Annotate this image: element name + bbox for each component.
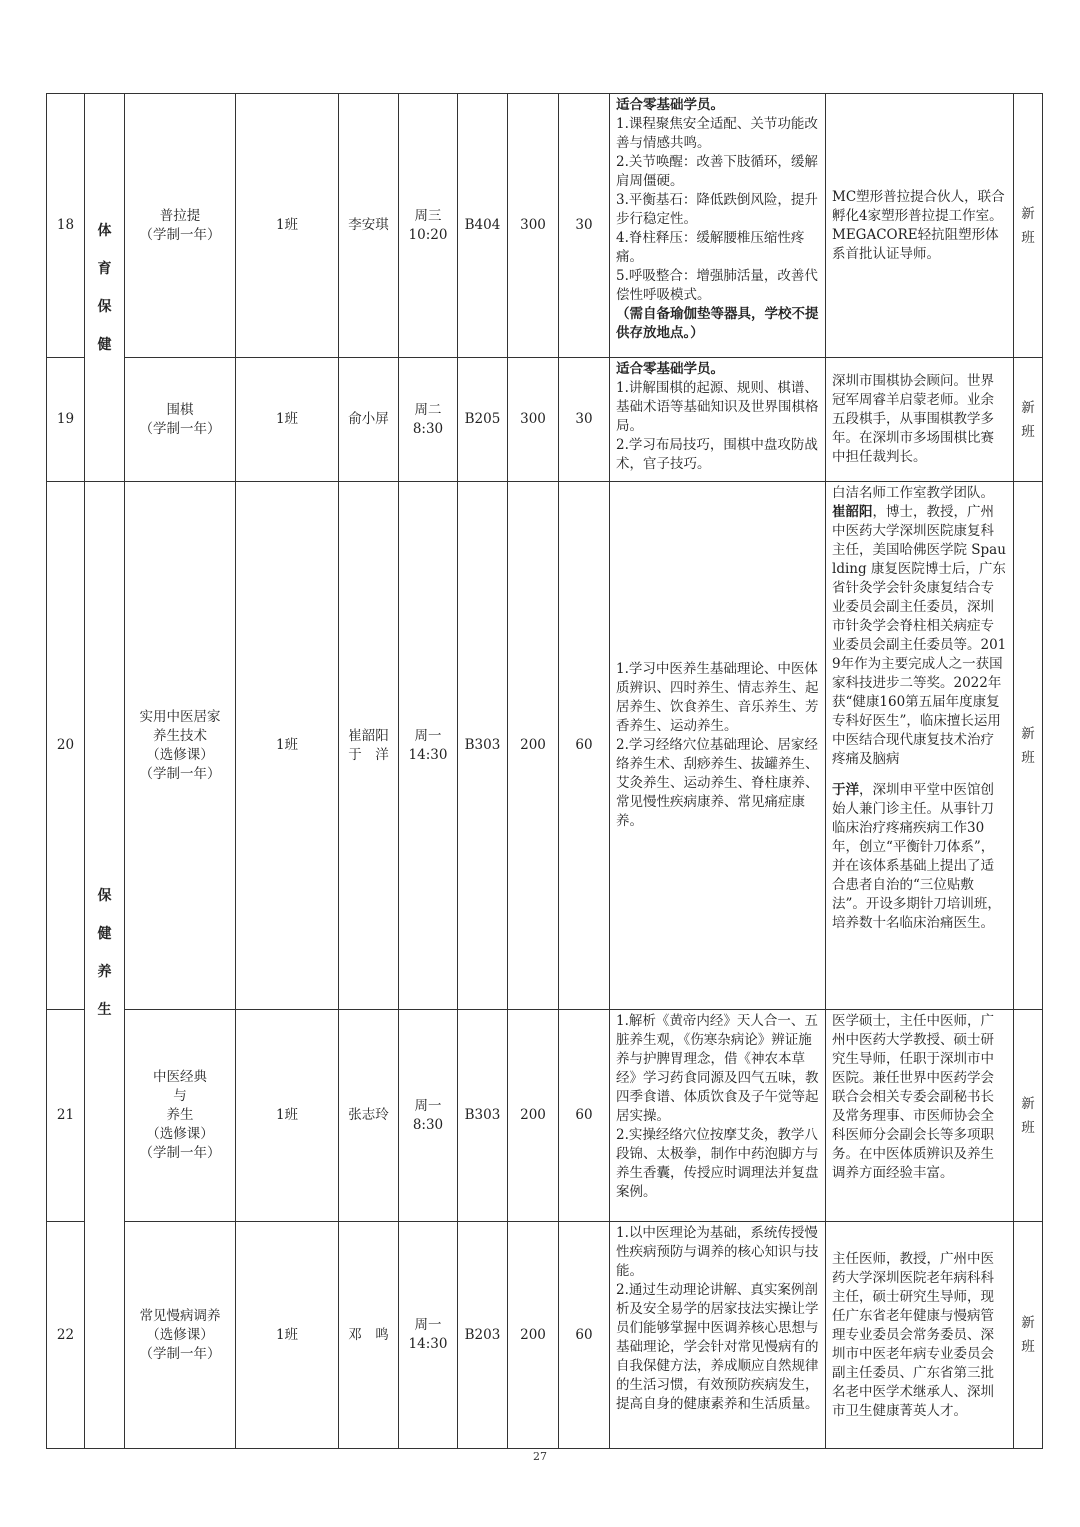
row-number: 22: [47, 1222, 85, 1449]
course-sub: （学制一年）: [139, 226, 221, 243]
course-name: 普拉提: [159, 207, 201, 224]
course-name-cell: [125, 94, 236, 358]
category-label: 体育保健: [97, 222, 112, 353]
row-number: 20: [47, 482, 85, 1010]
teacher-name: 张志玲: [348, 1107, 389, 1123]
category-label: 保健养生: [97, 888, 112, 1018]
row-number: 18: [47, 94, 85, 358]
class-cell: 1班: [236, 482, 339, 1010]
status-cell: [1014, 358, 1043, 482]
desc-line: 1.以中医理论为基础，系统传授慢性疾病预防与调养的核心知识与技能。: [616, 1225, 819, 1279]
desc-line: 1.课程聚焦安全适配、关节功能改善与情感共鸣。: [616, 116, 818, 151]
status-cell: [1014, 1222, 1043, 1449]
intro-teacher-name: 于洋: [832, 782, 859, 798]
room-cell: B203: [458, 1222, 508, 1449]
time-cell: [399, 482, 458, 1010]
course-name-cell: [125, 482, 236, 1010]
intro-paragraph: [832, 781, 1007, 933]
time-hour: 14:30: [408, 1336, 448, 1352]
status-cell: [1014, 1010, 1043, 1222]
class-cell: 1班: [236, 1222, 339, 1449]
course-name: 实用中医居家养生技术: [139, 708, 221, 744]
desc-line: 1.讲解围棋的起源、规则、棋谱、基础术语等基础知识及世界围棋格局。: [616, 380, 819, 434]
room-cell: B303: [458, 482, 508, 1010]
status-badge: 新班: [1021, 725, 1035, 766]
room-cell: B404: [458, 94, 508, 358]
description-cell: [610, 358, 826, 482]
fee-cell: 200: [508, 482, 559, 1010]
course-sub: （选修课）: [146, 1126, 214, 1142]
fee-cell: 300: [508, 358, 559, 482]
table-row: [47, 94, 1043, 358]
capacity-cell: 60: [559, 1010, 610, 1222]
table-row: [47, 1222, 1043, 1449]
status-cell: [1014, 94, 1043, 358]
course-name-cell: [125, 358, 236, 482]
row-number: 19: [47, 358, 85, 482]
time-hour: 10:20: [408, 226, 448, 243]
desc-line: 1.学习中医养生基础理论、中医体质辨识、四时养生、情志养生、起居养生、饮食养生、音乐养生、芳香养生、运动养生。: [616, 661, 819, 734]
desc-line: 适合零基础学员。: [616, 361, 724, 377]
teacher-name: 崔韶阳: [348, 727, 389, 744]
capacity-cell: 30: [559, 358, 610, 482]
teacher-cell: [339, 1222, 399, 1449]
class-cell: 1班: [236, 1010, 339, 1222]
time-day: 周二: [414, 401, 442, 418]
time-day: 周一: [414, 1097, 442, 1114]
desc-line: 2.实操经络穴位按摩艾灸，教学八段锦、太极拳，制作中药泡脚方与养生香囊，传授应时调理法并复盘案例。: [616, 1127, 819, 1200]
intro-teacher-name: 崔韶阳: [832, 504, 873, 520]
teacher-name: 于 洋: [348, 746, 389, 763]
course-name-line: 养生: [166, 1107, 194, 1123]
course-name: 围棋: [166, 401, 194, 418]
time-cell: [399, 94, 458, 358]
fee-cell: 200: [508, 1222, 559, 1449]
teacher-intro-cell: [826, 1222, 1014, 1449]
description-cell: [610, 94, 826, 358]
desc-line: 2.关节唤醒：改善下肢循环，缓解肩周僵硬。: [616, 154, 818, 189]
course-sub: （选修课）: [146, 746, 214, 763]
intro-lead: 白洁名师工作室教学团队。: [832, 485, 994, 501]
desc-line: 3.平衡基石：降低跌倒风险，提升步行稳定性。: [616, 192, 818, 227]
time-cell: [399, 1222, 458, 1449]
status-badge: 新班: [1021, 1315, 1035, 1355]
teacher-intro-cell: [826, 1010, 1014, 1222]
desc-line: 5.呼吸整合：增强肺活量，改善代偿性呼吸模式。: [616, 268, 818, 303]
course-name-line: 与: [173, 1088, 187, 1104]
intro-text: ，博士，教授，广州中医药大学深圳医院康复科主任，美国哈佛医学院 Spaulding 康复医院博士后，广东省针灸学会针灸康复结合专业委员会副主任委员，深圳市针灸学会脊柱相关病症专业委员会副主任委员等。2019年作为主要完成人之一获国家科技进步二等奖。2022年获“健康160第五届年度康复专科好医生”，临床擅长运用中医结合现代康复技术治疗疼痛及脑病: [832, 504, 1007, 767]
course-table: [46, 93, 1043, 1449]
room-cell: B205: [458, 358, 508, 482]
description-cell: [610, 1222, 826, 1449]
status-badge: 新班: [1021, 205, 1035, 246]
time-hour: 14:30: [408, 746, 448, 763]
course-sub: （学制一年）: [139, 1345, 221, 1362]
time-day: 周一: [414, 1317, 442, 1333]
course-name: 常见慢病调养: [139, 1307, 221, 1324]
desc-line: （需自备瑜伽垫等器具，学校不提供存放地点。）: [616, 306, 819, 341]
description-cell: [610, 1010, 826, 1222]
desc-line: 适合零基础学员。: [616, 97, 724, 113]
intro-paragraph: [832, 503, 1007, 769]
course-sub: （学制一年）: [139, 765, 221, 782]
page-number: 27: [533, 1450, 547, 1463]
course-name-line: 中医经典: [153, 1069, 207, 1085]
desc-line: 2.通过生动理论讲解、真实案例剖析及安全易学的居家技法实操让学员们能够掌握中医调养核心思想与基础理论，学会针对常见慢病有的自我保健方法，养成顺应自然规律的生活习惯，有效预防疾病发生，提高自身的健康素养和生活质量。: [616, 1282, 819, 1412]
category-cell-sports: [85, 94, 125, 482]
time-day: 周三: [414, 207, 442, 224]
desc-line: 2.学习经络穴位基础理论、居家经络养生术、刮痧养生、拔罐养生、艾灸养生、运动养生、脊柱康养、常见慢性疾病康养、常见痛症康养。: [616, 737, 819, 829]
fee-cell: 200: [508, 1010, 559, 1222]
time-cell: [399, 1010, 458, 1222]
status-badge: 新班: [1021, 399, 1035, 440]
course-sub: （学制一年）: [139, 420, 221, 437]
teacher-intro-cell: [826, 94, 1014, 358]
capacity-cell: 30: [559, 94, 610, 358]
time-day: 周一: [414, 727, 442, 744]
row-number: 21: [47, 1010, 85, 1222]
table-row: [47, 358, 1043, 482]
teacher-cell: [339, 1010, 399, 1222]
teacher-intro-cell: [826, 482, 1014, 1010]
course-name-cell: [125, 1222, 236, 1449]
intro-text: 深圳市围棋协会顾问。世界冠军周睿羊启蒙老师。业余五段棋手，从事围棋教学多年。在深圳市多场围棋比赛中担任裁判长。: [832, 373, 994, 465]
course-sub: （学制一年）: [139, 1145, 221, 1161]
class-cell: 1班: [236, 94, 339, 358]
teacher-cell: [339, 482, 399, 1010]
time-hour: 8:30: [412, 1116, 444, 1133]
fee-cell: 300: [508, 94, 559, 358]
room-cell: B303: [458, 1010, 508, 1222]
intro-text: 医学硕士，主任中医师，广州中医药大学教授、硕士研究生导师，任职于深圳市中医院。兼任世界中医药学会联合会相关专委会副秘书长及常务理事、市医师协会全科医师分会副会长等多项职务。在中医体质辨识及养生调养方面经验丰富。: [832, 1013, 994, 1181]
teacher-cell: [339, 94, 399, 358]
intro-text: MC塑形普拉提合伙人，联合孵化4家塑形普拉提工作室。MEGACORE轻抗阻塑形体系首批认证导师。: [832, 188, 1005, 262]
class-cell: 1班: [236, 358, 339, 482]
teacher-cell: [339, 358, 399, 482]
teacher-name: 李安琪: [348, 217, 389, 233]
intro-text: ，深圳申平堂中医馆创始人兼门诊主任。从事针刀临床治疗疼痛疾病工作30年，创立“平衡针刀体系”，并在该体系基础上提出了适合患者自治的“三位贴敷法”。开设多期针刀培训班，培养数十名临床治痛医生。: [832, 782, 1001, 931]
course-name-cell: [125, 1010, 236, 1222]
intro-text: 主任医师，教授，广州中医药大学深圳医院老年病科科主任，硕士研究生导师，现任广东省老年健康与慢病管理专业委员会常务委员、深圳市中医老年病专业委员会副主任委员、广东省第三批名老中医学术继承人、深圳市卫生健康菁英人才。: [832, 1250, 994, 1419]
time-cell: [399, 358, 458, 482]
table-row: [47, 1010, 1043, 1222]
description-cell: [610, 482, 826, 1010]
course-sub: （选修课）: [146, 1326, 214, 1343]
desc-line: 2.学习布局技巧，围棋中盘攻防战术，官子技巧。: [616, 437, 818, 472]
table-row: [47, 482, 1043, 1010]
time-hour: 8:30: [412, 420, 444, 437]
teacher-name: 俞小屏: [348, 411, 389, 427]
teacher-intro-cell: [826, 358, 1014, 482]
category-cell-health: [85, 482, 125, 1449]
capacity-cell: 60: [559, 482, 610, 1010]
capacity-cell: 60: [559, 1222, 610, 1449]
status-cell: [1014, 482, 1043, 1010]
status-badge: 新班: [1021, 1095, 1035, 1136]
desc-line: 4.脊柱释压：缓解腰椎压缩性疼痛。: [616, 230, 805, 265]
teacher-name: 邓 鸣: [348, 1326, 389, 1343]
desc-line: 1.解析《黄帝内经》天人合一、五脏养生观，《伤寒杂病论》辨证施养与护脾胃理念，借《神农本草经》学习药食同源及四气五味，教四季食谱、体质饮食及子午觉等起居实操。: [616, 1013, 819, 1124]
